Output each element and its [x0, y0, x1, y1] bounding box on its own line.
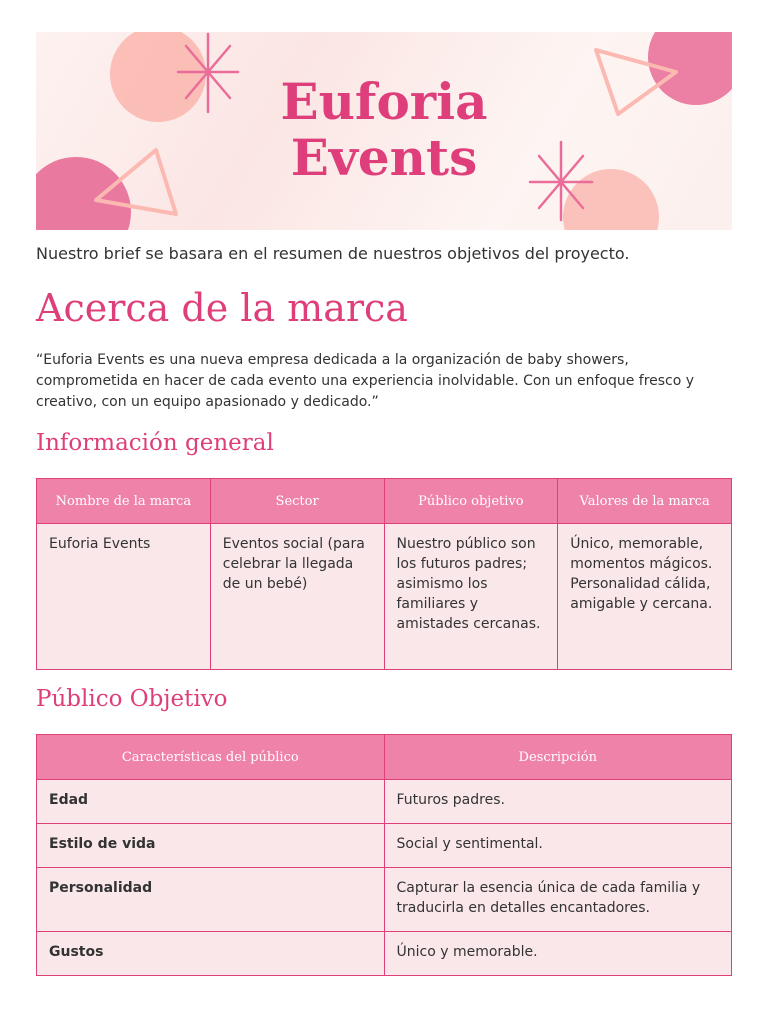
brand-line2: Events: [290, 128, 478, 187]
info-heading: Información general: [36, 430, 274, 456]
table-header-cell: Características del público: [37, 735, 385, 780]
table-row: [37, 524, 732, 670]
brand-banner: [36, 32, 732, 230]
table-header-cell: Valores de la marca: [558, 479, 732, 524]
table-cell: Estilo de vida: [37, 824, 385, 868]
table-header-cell: Descripción: [384, 735, 732, 780]
info-table: [36, 478, 732, 670]
about-heading: Acerca de la marca: [36, 286, 408, 330]
public-heading: Público Objetivo: [36, 686, 228, 712]
table-row: [37, 780, 732, 824]
table-header-row: [37, 735, 732, 780]
table-row: [37, 868, 732, 932]
intro-text: Nuestro brief se basara en el resumen de nuestros objetivos del proyecto.: [36, 244, 630, 263]
table-header-row: [37, 479, 732, 524]
about-quote: “Euforia Events es una nueva empresa dedicada a la organización de baby showers, comprometida en hacer de cada evento una experiencia inolvidable. Con un enfoque fresco y creativo, con un equipo apasionado y dedicado.”: [36, 352, 695, 410]
table-header-cell: Público objetivo: [384, 479, 558, 524]
brand-logo: [36, 74, 732, 186]
table-cell: Social y sentimental.: [384, 824, 732, 868]
table-header-cell: Sector: [210, 479, 384, 524]
table-row: [37, 932, 732, 976]
table-cell: Eventos social (para celebrar la llegada de un bebé): [210, 524, 384, 670]
table-cell: Único y memorable.: [384, 932, 732, 976]
public-table: [36, 734, 732, 976]
table-cell: Personalidad: [37, 868, 385, 932]
table-cell: Capturar la esencia única de cada familia y traducirla en detalles encantadores.: [384, 868, 732, 932]
table-cell: Nuestro público son los futuros padres; asimismo los familiares y amistades cercanas.: [384, 524, 558, 670]
table-cell: Futuros padres.: [384, 780, 732, 824]
table-cell: Euforia Events: [37, 524, 211, 670]
table-row: [37, 824, 732, 868]
brand-line1: Euforia: [280, 72, 488, 131]
table-header-cell: Nombre de la marca: [37, 479, 211, 524]
table-cell: Gustos: [37, 932, 385, 976]
table-cell: Edad: [37, 780, 385, 824]
table-cell: Único, memorable, momentos mágicos. Personalidad cálida, amigable y cercana.: [558, 524, 732, 670]
